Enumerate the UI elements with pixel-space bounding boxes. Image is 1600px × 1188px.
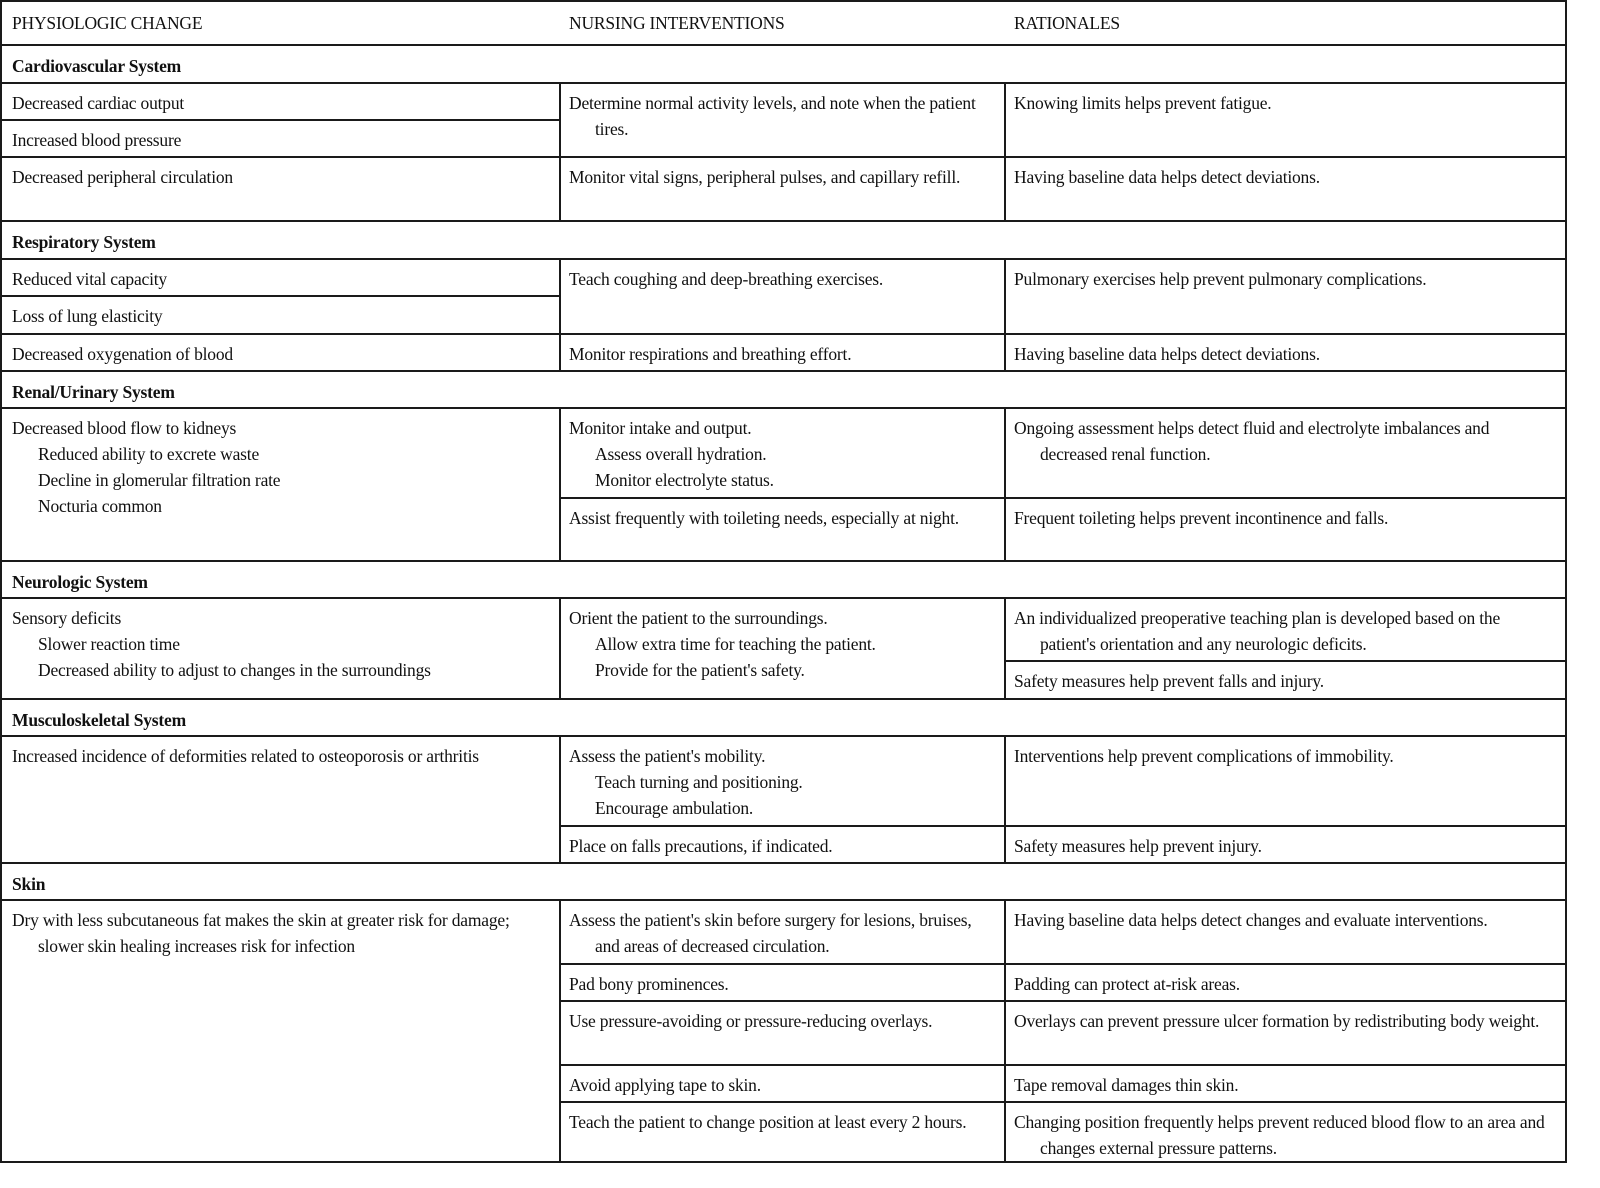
change-cell	[2, 599, 559, 698]
intervention-cell: Place on falls precautions, if indicated.	[569, 836, 833, 856]
divider	[1004, 899, 1006, 1163]
section-title-cardiovascular: Cardiovascular System	[12, 56, 182, 76]
divider	[1004, 597, 1006, 699]
divider	[1004, 407, 1006, 561]
change-cell: Loss of lung elasticity	[12, 306, 163, 326]
divider	[1004, 735, 1006, 863]
section-title-respiratory: Respiratory System	[12, 232, 156, 252]
intervention-sub: Provide for the patient's safety.	[595, 660, 805, 680]
intervention-cell: Avoid applying tape to skin.	[569, 1075, 761, 1095]
section-title-skin: Skin	[12, 874, 46, 894]
intervention-sub: Teach turning and positioning.	[595, 772, 803, 792]
intervention-main: Monitor intake and output.	[569, 418, 752, 438]
intervention-cell: Teach coughing and deep-breathing exercises.	[569, 269, 884, 289]
section-title-musculoskeletal: Musculoskeletal System	[12, 710, 186, 730]
divider	[559, 597, 561, 699]
rationale-cell: Safety measures help prevent falls and injury.	[1014, 671, 1324, 691]
change-sub: Slower reaction time	[38, 634, 180, 654]
rationale-cell: Knowing limits helps prevent fatigue.	[1014, 93, 1272, 113]
change-cell: Decreased peripheral circulation	[12, 167, 233, 187]
divider	[559, 899, 561, 1163]
change-cell: Decreased cardiac output	[12, 93, 185, 113]
header-nursing-interventions: NURSING INTERVENTIONS	[569, 13, 785, 33]
change-cell: Increased blood pressure	[12, 130, 182, 150]
intervention-sub: Monitor electrolyte status.	[595, 470, 774, 490]
rationale-cell: Pulmonary exercises help prevent pulmonary complications.	[1014, 269, 1427, 289]
intervention-cell: Teach the patient to change position at least every 2 hours.	[569, 1112, 967, 1132]
rationale-cell: Tape removal damages thin skin.	[1014, 1075, 1239, 1095]
rationale-cell: Having baseline data helps detect changes and evaluate interventions.	[1014, 910, 1488, 930]
rationale-cell: An individualized preoperative teaching plan is developed based on the patient's orientation and any neurologic deficits.	[1014, 608, 1501, 654]
rationale-cell: Interventions help prevent complications of immobility.	[1014, 746, 1394, 766]
intervention-cell: Determine normal activity levels, and note when the patient tires.	[569, 93, 976, 139]
rationale-cell: Having baseline data helps detect deviations.	[1014, 344, 1320, 364]
rationale-cell: Frequent toileting helps prevent incontinence and falls.	[1014, 508, 1389, 528]
intervention-cell: Monitor vital signs, peripheral pulses, and capillary refill.	[569, 167, 961, 187]
change-cell: Reduced vital capacity	[12, 269, 167, 289]
rationale-cell: Ongoing assessment helps detect fluid and electrolyte imbalances and decreased renal function.	[1014, 418, 1490, 464]
change-sub: Decline in glomerular filtration rate	[38, 470, 281, 490]
header-physiologic-change: PHYSIOLOGIC CHANGE	[12, 13, 203, 33]
section-title-renal: Renal/Urinary System	[12, 382, 175, 402]
divider	[559, 735, 561, 863]
change-cell: Dry with less subcutaneous fat makes the skin at greater risk for damage; slower skin healing increases risk for infection	[12, 910, 510, 956]
intervention-cell	[559, 599, 1004, 698]
divider	[1004, 82, 1006, 221]
change-cell: Decreased oxygenation of blood	[12, 344, 233, 364]
intervention-cell: Assist frequently with toileting needs, especially at night.	[569, 508, 959, 528]
rationale-cell: Changing position frequently helps prevent reduced blood flow to an area and changes external pressure patterns.	[1014, 1112, 1545, 1158]
divider	[559, 258, 561, 371]
change-sub: Reduced ability to excrete waste	[38, 444, 260, 464]
change-sub: Decreased ability to adjust to changes in the surroundings	[38, 660, 431, 680]
intervention-cell	[559, 737, 1004, 825]
divider	[559, 82, 561, 221]
section-title-neurologic: Neurologic System	[12, 572, 148, 592]
change-sub: Nocturia common	[38, 496, 162, 516]
intervention-sub: Allow extra time for teaching the patient.	[595, 634, 876, 654]
intervention-main: Assess the patient's mobility.	[569, 746, 766, 766]
rationale-cell: Safety measures help prevent injury.	[1014, 836, 1262, 856]
change-cell: Increased incidence of deformities related to osteoporosis or arthritis	[12, 746, 479, 766]
change-cell	[2, 409, 559, 560]
rationale-cell: Overlays can prevent pressure ulcer formation by redistributing body weight.	[1014, 1011, 1540, 1031]
intervention-cell: Assess the patient's skin before surgery for lesions, bruises, and areas of decreased circulation.	[569, 910, 972, 956]
intervention-cell: Use pressure-avoiding or pressure-reducing overlays.	[569, 1011, 933, 1031]
change-main: Sensory deficits	[12, 608, 122, 628]
intervention-sub: Encourage ambulation.	[595, 798, 754, 818]
change-main: Decreased blood flow to kidneys	[12, 418, 237, 438]
divider	[1004, 258, 1006, 371]
intervention-cell: Pad bony prominences.	[569, 974, 729, 994]
intervention-main: Orient the patient to the surroundings.	[569, 608, 828, 628]
rationale-cell: Having baseline data helps detect deviations.	[1014, 167, 1320, 187]
intervention-cell: Monitor respirations and breathing effort.	[569, 344, 852, 364]
divider	[559, 407, 561, 561]
header-rationales: RATIONALES	[1014, 13, 1120, 33]
rationale-cell: Padding can protect at-risk areas.	[1014, 974, 1240, 994]
intervention-sub: Assess overall hydration.	[595, 444, 767, 464]
intervention-cell	[559, 409, 1004, 497]
